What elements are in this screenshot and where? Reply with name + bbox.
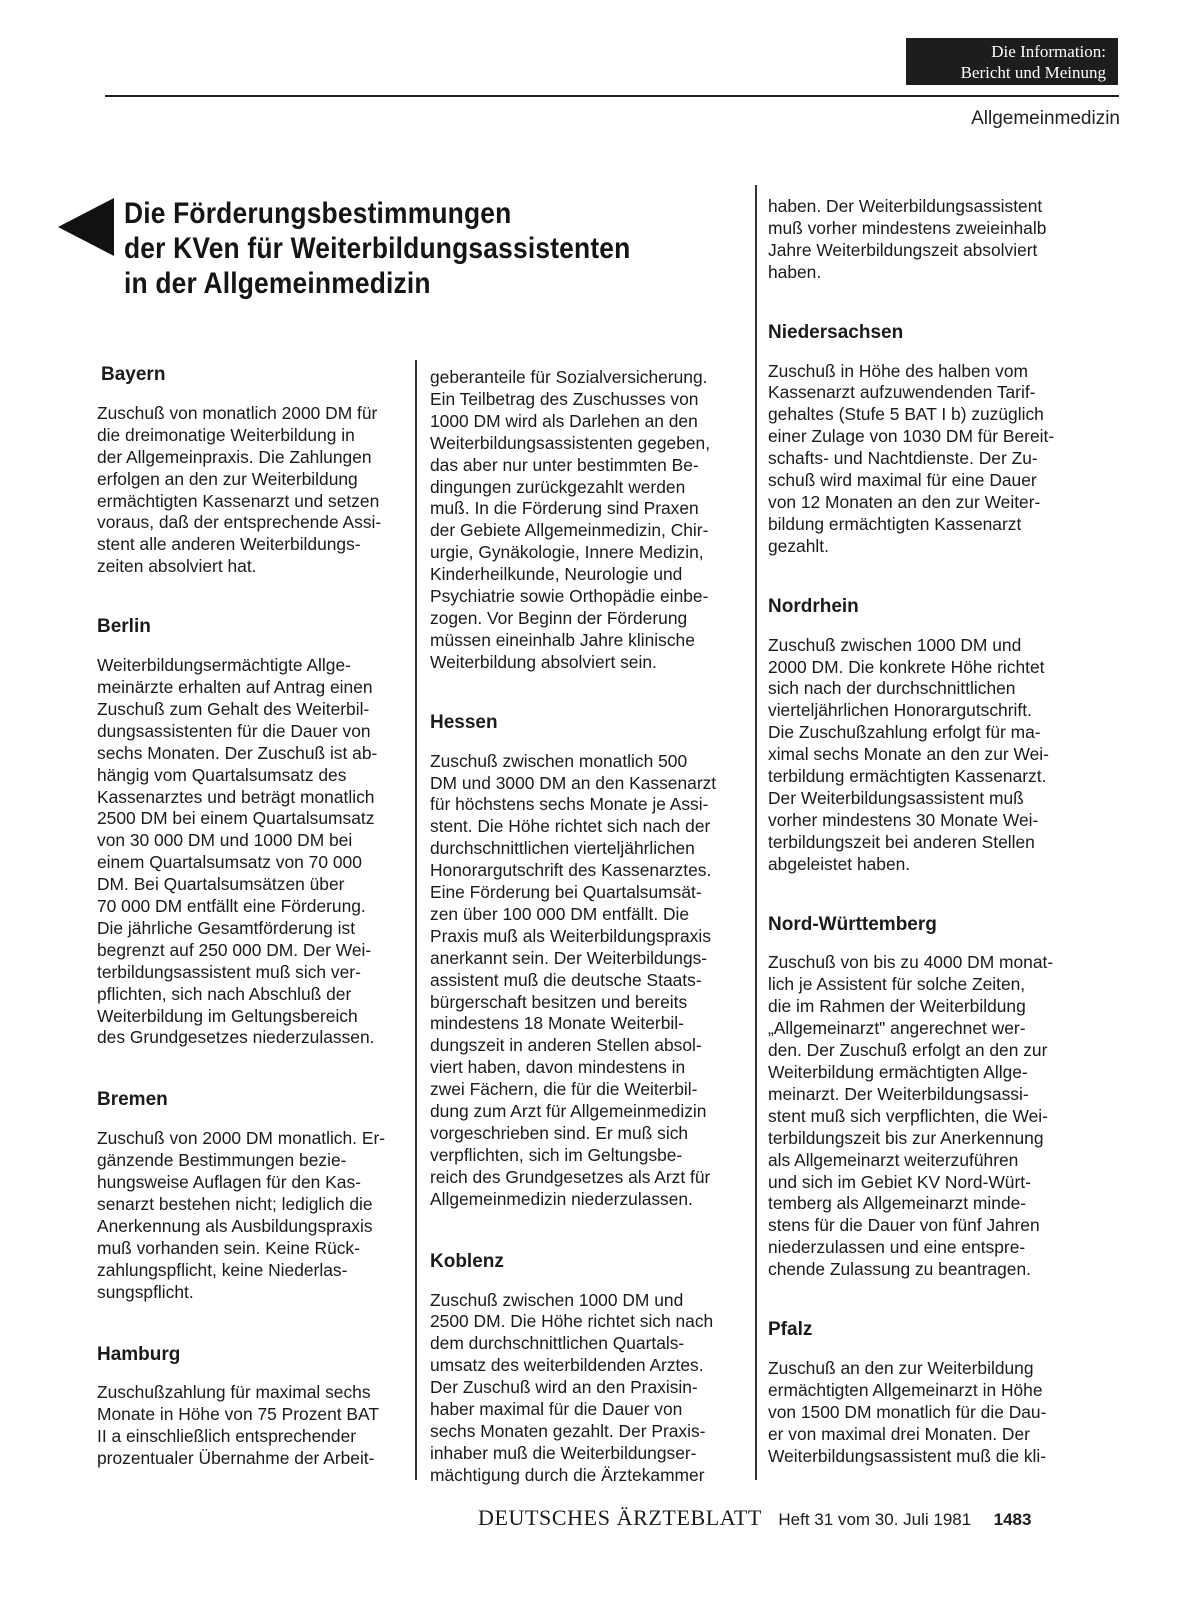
section-badge [906,38,1118,85]
heading-niedersachsen: Niedersachsen [768,321,904,343]
journal-name: DEUTSCHES ÄRZTEBLATT [478,1505,762,1530]
text-hamburg: Zuschußzahlung für maximal sechs Monate in Höhe von 75 Prozent BAT II a einschließlich entsprechender prozentualer Übernahme der Arbeit- [97,1382,379,1469]
text-pfalz: Zuschuß an den zur Weiterbildung ermächtigten Allgemeinarzt in Höhe von 1500 DM monatlich für die Dau- er von maximal drei Monaten. Der Weiterbildungsassistent muß die kli- [768,1357,1047,1466]
heading-hamburg: Hamburg [97,1343,181,1365]
title-line-3: in der Allgemeinmedizin [124,267,431,300]
text-hessen: Zuschuß zwischen monatlich 500 DM und 3000 DM an den Kassenarzt für höchstens sechs Monate je Assi- stent. Die Höhe richtet sich nach der durchschnittlichen vierteljährlichen Honorargutschrift des Kassenarztes. Eine Förderung bei Quartalsumsät- zen über 100 000 DM entfällt. Die Praxis muß als Weiterbildungspraxis anerkannt sein. Der Weiterbildungs- assistent muß die deutsche Staats- bürgerschaft besitzen und bereits mindestens 18 Monate Weiterbil- dungszeit in anderen Stellen absol- viert haben, davon mindestens in zwei Fächern, die für die Weiterbil- dung zum Arzt für Allgemeinmedizin vorgeschrieben sind. Er muß sich verpflichten, sich im Geltungsbe- reich des Grundgesetzes als Arzt für Allgemeinmedizin niederzulassen. [430,750,717,1209]
heading-nord-wuerttemberg: Nord-Württemberg [768,913,937,935]
header-rule [105,95,1119,97]
heading-berlin: Berlin [97,616,151,638]
text-berlin: Weiterbildungsermächtigte Allge- meinärzte erhalten auf Antrag einen Zuschuß zum Gehalt des Weiterbil- dungsassistenten für die Dauer von sechs Monaten. Der Zuschuß ist ab- hängig vom Quartalsumsatz des Kassenarztes und beträgt monatlich 2500 DM bei einem Quartalsumsatz von 30 000 DM und 1000 DM bei einem Quartalsumsatz von 70 000 DM. Bei Quartalsumsätzen über 70 000 DM entfällt eine Förderung. Die jährliche Gesamtförderung ist begrenzt auf 250 000 DM. Der Wei- terbildungsassistent muß sich ver- pflichten, sich nach Abschluß der Weiterbildung im Geltungsbereich des Grundgesetzes niederzulassen. [97,655,378,1048]
text-niedersachsen: Zuschuß in Höhe des halben vom Kassenarzt aufzuwendenden Tarif- gehaltes (Stufe 5 BAT I b) zuzüglich einer Zulage von 1030 DM für Bereit- schafts- und Nachtdienste. Der Zu- schuß wird maximal für eine Dauer von 12 Monaten an den zur Weiter- bildung ermächtigten Kassenarzt gezahlt. [768,360,1055,556]
issue-info: Heft 31 vom 30. Juli 1981 [778,1510,972,1529]
text-koblenz: Zuschuß zwischen 1000 DM und 2500 DM. Die Höhe richtet sich nach dem durchschnittlichen Quartals- umsatz des weiterbildenden Arztes. Der Zuschuß wird an den Praxisin- haber maximal für die Dauer von sechs Monaten gezahlt. Der Praxis- inhaber muß die Weiterbildungser- mächtigung durch die Ärztekammer [430,1289,714,1485]
title-line-2: der KVen für Weiterbildungsassistenten [124,232,631,265]
article-title [124,196,687,301]
heading-pfalz: Pfalz [768,1319,813,1341]
heading-koblenz: Koblenz [430,1250,504,1272]
column-3 [768,196,1080,1468]
heading-nordrhein: Nordrhein [768,595,859,617]
text-continuation-koblenz: haben. Der Weiterbildungsassistent muß vorher mindestens zweieinhalb Jahre Weiterbildungszeit absolviert haben. [768,196,1047,282]
heading-bayern: Bayern [101,364,166,385]
text-nord-wuerttemberg: Zuschuß von bis zu 4000 DM monat- lich je Assistent für solche Zeiten, die im Rahmen der Weiterbildung „Allgemeinarzt" angerechnet wer- den. Der Zuschuß erfolgt an den zur Weiterbildung ermächtigten Allge- meinarzt. Der Weiterbildungsassi- stent muß sich verpflichten, die Wei- terbildungszeit bis zur Anerkennung als Allgemeinarzt weiterzuführen und sich im Gebiet KV Nord-Würt- temberg als Allgemeinarzt minde- stens für die Dauer von fünf Jahren niederzulassen und eine entspre- chende Zulassung zu beantragen. [768,952,1054,1280]
column-1 [97,364,405,1470]
column-2 [430,367,742,1487]
column-rule-1 [415,360,417,1480]
title-line-1: Die Förderungsbestimmungen [124,197,512,230]
column-rule-2 [755,185,757,1480]
badge-line-2: Bericht und Meinung [960,63,1106,82]
section-label: Allgemeinmedizin [971,108,1120,129]
page-number: 1483 [993,1510,1032,1529]
left-triangle-icon [58,198,114,256]
text-bayern: Zuschuß von monatlich 2000 DM für die dreimonatige Weiterbildung in der Allgemeinpraxis. Die Zahlungen erfolgen an den zur Weiterbildung ermächtigten Kassenarzt und setzen voraus, daß der entsprechende Assi- stent alle anderen Weiterbildungs- zeiten absolviert hat. [97,402,382,577]
text-bremen: Zuschuß von 2000 DM monatlich. Er- gänzende Bestimmungen bezie- hungsweise Auflagen für den Kas- senarzt bestehen nicht; lediglich die Anerkennung als Ausbildungspraxis muß vorhanden sein. Keine Rück- zahlungspflicht, keine Niederlas- sungspflicht. [97,1128,386,1302]
text-continuation-hamburg: geberanteile für Sozialversicherung. Ein Teilbetrag des Zuschusses von 1000 DM wird als Darlehen an den Weiterbildungsassistenten gegeben, das aber nur unter bestimmten Be- dingungen zurückgezahlt werden muß. In die Förderung sind Praxen der Gebiete Allgemeinmedizin, Chir- urgie, Gynäkologie, Innere Medizin, Kinderheilkunde, Neurologie und Psychiatrie sowie Orthopädie einbe- zogen. Vor Beginn der Förderung müssen eineinhalb Jahre klinische Weiterbildung absolviert sein. [430,367,711,672]
text-nordrhein: Zuschuß zwischen 1000 DM und 2000 DM. Die konkrete Höhe richtet sich nach der durchschnittlichen vierteljährlichen Honorargutschrift. Die Zuschußzahlung erfolgt für ma- ximal sechs Monate an den zur Wei- terbildung ermächtigten Kassenarzt. Der Weiterbildungsassistent muß vorher mindestens 30 Monate Wei- terbildungszeit bei anderen Stellen abgeleistet haben. [768,634,1049,874]
page-footer [478,1505,1098,1531]
badge-line-1: Die Information: [991,42,1106,61]
heading-bremen: Bremen [97,1089,168,1111]
heading-hessen: Hessen [430,711,498,733]
